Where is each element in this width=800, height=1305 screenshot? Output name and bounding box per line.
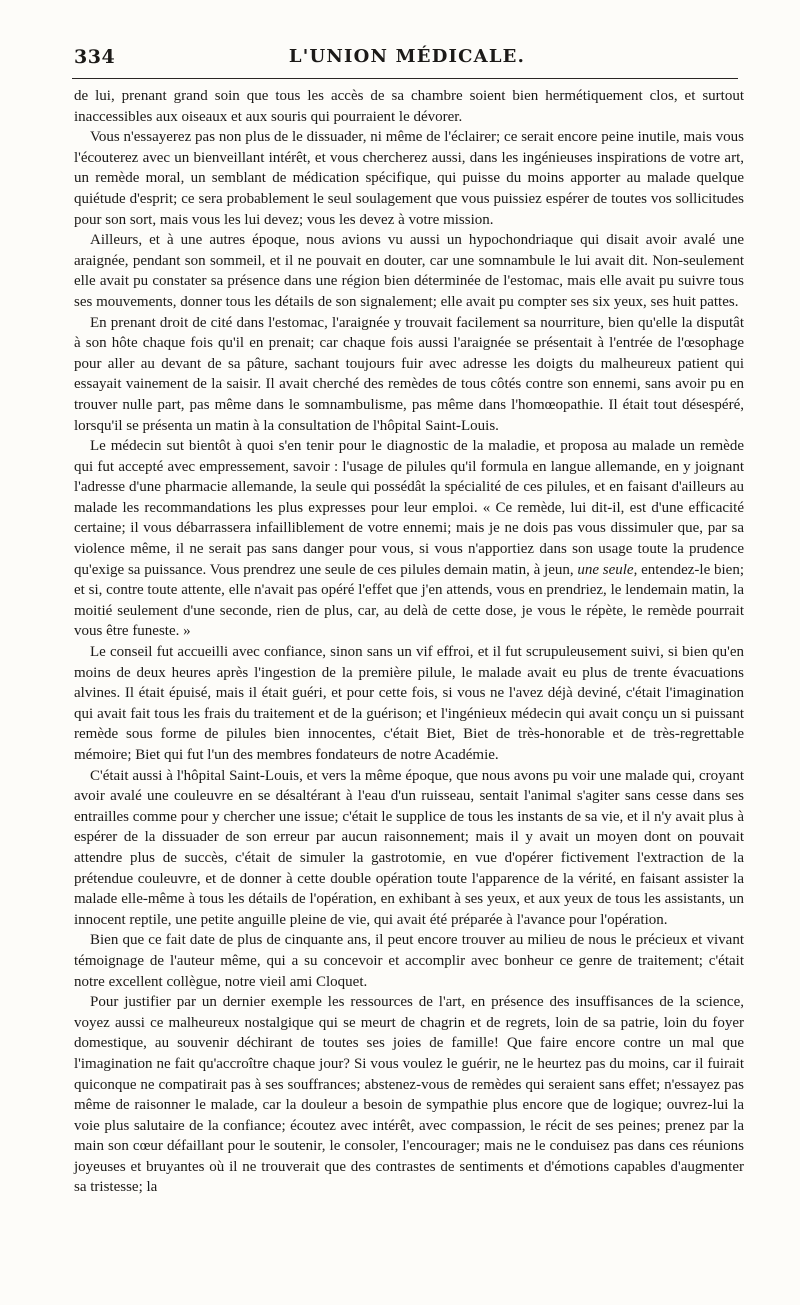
page-number: 334	[74, 46, 116, 68]
running-head	[72, 44, 742, 72]
paragraph-3: Ailleurs, et à une autres époque, nous avions vu aussi un hypochondriaque qui disait avoir avalé une araignée, pendant son sommeil, et il ne pouvait en douter, car une somnambule le lui avait dit. Non-seulement elle avait pu constater sa présence dans une région bien déterminée de l'estomac, mais elle avait pu suivre tous ses mouvements, donner tous les détails de son signalement; elle avait pu compter ses six yeux, ses huit pattes.	[74, 232, 744, 310]
paragraph-5	[74, 436, 744, 642]
paragraph-8: Bien que ce fait date de plus de cinquante ans, il peut encore trouver au milieu de nous le précieux et vivant témoignage de l'auteur même, qui a su concevoir et accomplir avec bonheur ce genre de traitement; c'était notre excellent collègue, notre vieil ami Cloquet.	[74, 932, 744, 990]
paragraph-4: En prenant droit de cité dans l'estomac, l'araignée y trouvait facilement sa nourriture, bien qu'elle la disputât à son hôte chaque fois qu'il en prenait; car chaque fois aussi l'araignée se présentait à l'entrée de l'œsophage pour aller au devant de sa pâture, sachant toujours fuir avec adresse les doigts du malheureux patient qui essayait vainement de la saisir. Il avait cherché des remèdes de tous côtés contre son ennemi, sans avoir pu en trouver nulle part, pas même dans le somnambulisme, pas même dans l'homœopathie. Il était tout désespéré, lorsqu'il se présenta un matin à la consultation de l'hôpital Saint-Louis.	[74, 314, 744, 434]
article-body	[74, 86, 744, 1198]
paragraph-1: de lui, prenant grand soin que tous les accès de sa chambre soient bien hermétiquement clos, et surtout inaccessibles aux oiseaux et aux souris qui pourraient le dévorer.	[74, 88, 744, 125]
paragraph-2: Vous n'essayerez pas non plus de le dissuader, ni même de l'éclairer; ce serait encore peine inutile, mais vous l'écouterez avec un bienveillant intérêt, et vous chercherez aussi, dans les ingénieuses inspirations de votre art, un remède moral, un semblant de médication spécifique, qui puisse du moins apporter au malade quelque quiétude d'esprit; ce sera probablement le seul soulagement que vous puissiez espérer de toutes vos sollicitudes pour son sort, mais vous les lui devez; vous les devez à votre mission.	[74, 129, 744, 228]
paragraph-5-part-1: Le médecin sut bientôt à quoi s'en tenir pour le diagnostic de la maladie, et proposa au malade un remède qui fut accepté avec empressement, savoir : l'usage de pilules qu'il formula en langue allemande, en y joignant l'adresse d'une pharmacie allemande, la seule qui possédât la spécialité de ces pilules, et en faisant d'ailleurs au malade les recommandations les plus expresses pour leur emploi. « Ce remède, lui dit-il, est d'une efficacité certaine; il vous débarrassera infailliblement de votre ennemi; mais je ne dois pas vous dissimuler que, par sa violence même, il ne serait pas sans danger pour vous, si vous n'apportiez dans son usage toute la prudence qu'exige sa puissance. Vous prendrez une seule de ces pilules demain matin, à jeun,	[74, 438, 744, 578]
paragraph-5-emphasis: une seule	[577, 561, 634, 578]
paragraph-5-part-2: , entendez-le bien; et si, contre toute attente, elle n'avait pas opéré l'effet que j'en attends, vous en prendriez, le lendemain matin, la moitié seulement d'une seconde, rien de plus, car, au delà de cette dose, je vous le répète, le remède pourrait vous être funeste. »	[74, 561, 744, 640]
paragraph-7: C'était aussi à l'hôpital Saint-Louis, et vers la même époque, que nous avons pu voir une malade qui, croyant avoir avalé une couleuvre en se désaltérant à l'eau d'un ruisseau, sentait l'animal s'agiter sans cesse dans ses entrailles comme pour y chercher une issue; c'était le supplice de tous les instants de sa vie, et il n'y avait plus à espérer de la dissuader de son erreur par aucun raisonnement; mais il y avait un moyen dont on pouvait attendre plus de succès, c'était de simuler la gastrotomie, en vue d'opérer fictivement l'extraction de la prétendue couleuvre, et de donner à cette double opération toute l'apparence de la vérité, en faisant assister la malade elle-même à tous les détails de l'opération, en exhibant à ses yeux, et aux yeux de tous les assistants, un innocent reptile, une petite anguille pleine de vie, qui avait été préparée à l'avance pour l'opération.	[74, 767, 744, 928]
paragraph-6: Le conseil fut accueilli avec confiance, sinon sans un vif effroi, et il fut scrupuleusement suivi, si bien qu'en moins de deux heures après l'ingestion de la première pilule, le malade avait eu plus de trente évacuations alvines. Il était épuisé, mais il était guéri, et pour cette fois, si vous ne l'avez déjà deviné, c'était l'imagination qui avait fait tous les frais du traitement et de la guérison; et l'ingénieux médecin qui avait conçu un si puissant remède sous forme de pilules bien innocentes, c'était Biet, Biet de très-honorable et de très-regrettable mémoire; Biet qui fut l'un des membres fondateurs de notre Académie.	[74, 644, 744, 763]
journal-title: L'UNION MÉDICALE.	[288, 46, 526, 67]
paragraph-9: Pour justifier par un dernier exemple les ressources de l'art, en présence des insuffisances de la science, voyez aussi ce malheureux nostalgique qui se meurt de chagrin et de regrets, loin de sa patrie, loin du foyer domestique, au souvenir déchirant de toutes ses joies de famille! Que faire encore contre un mal que l'imagination ne fait qu'accroître chaque jour? Si vous voulez le guérir, ne le heurtez pas du moins, car il fuirait quiconque ne compatirait pas à ses souffrances; abstenez-vous de remèdes qui seraient sans effet; n'essayez pas même de raisonner le malade, car la douleur a besoin de sympathie plus encore que de logique; ouvrez-lui la voie plus salutaire de la confiance; écoutez avec intérêt, avec compassion, le récit de ses peines; prenez par la main son cœur défaillant pour le soutenir, le consoler, l'encourager; mais ne le conduisez pas dans ces réunions joyeuses et bruyantes où il ne trouverait que des contrastes de sentiments et d'émotions capables d'augmenter sa tristesse; la	[74, 994, 744, 1196]
header-rule	[72, 78, 738, 79]
